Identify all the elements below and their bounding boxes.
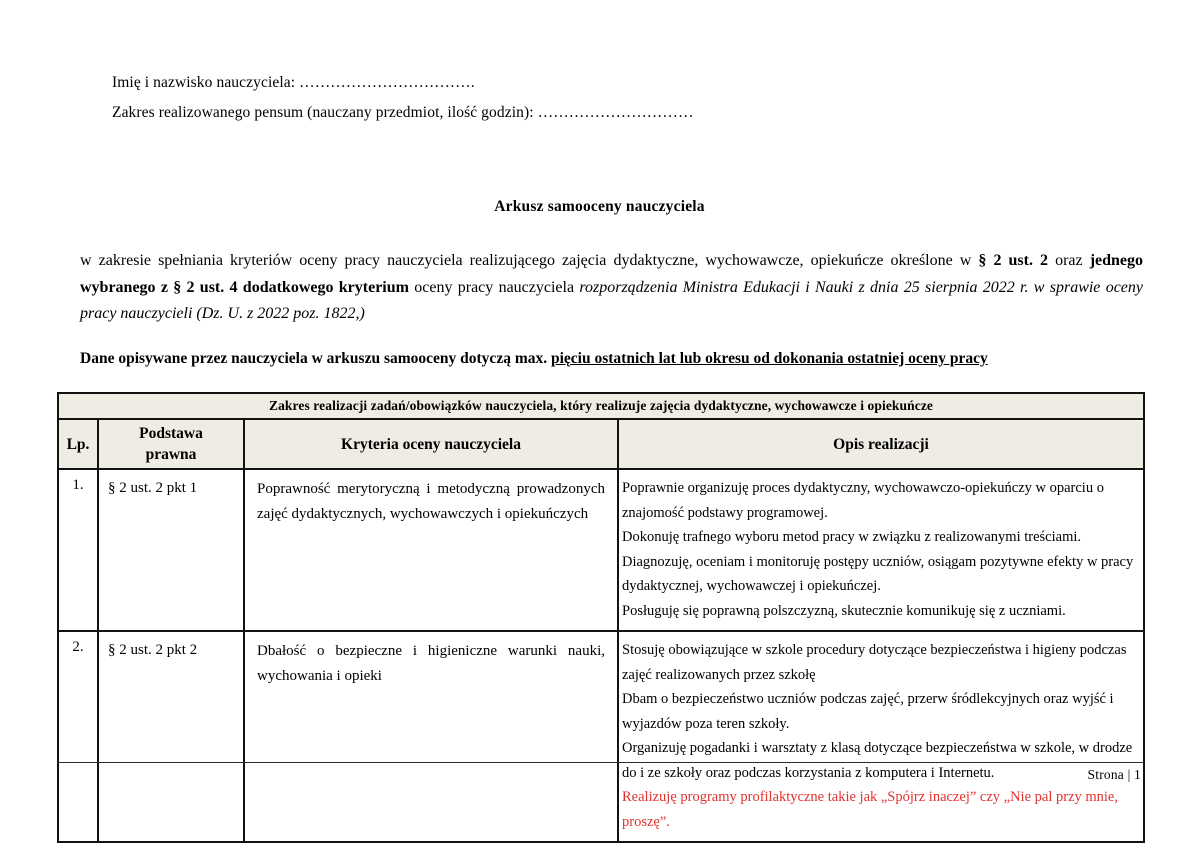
scope-notice [80, 347, 1143, 371]
teaching-load-line: Zakres realizowanego pensum (nauczany przedmiot, ilość godzin): ………………………… [112, 104, 694, 121]
table-row [58, 469, 1144, 631]
row-1-opis-line-2: Dokonuję trafnego wyboru metod pracy w związku z realizowanymi treściami. [622, 529, 1082, 545]
row-1-opis-line-1: Poprawnie organizuję proces dydaktyczny, wychowawczo-opiekuńczy w oparciu o znajomość podstawy programowej. [622, 480, 1104, 521]
intro-part-1: w zakresie spełniania kryteriów oceny pracy nauczyciela realizującego zajęcia dydaktyczne, wychowawcze, opiekuńcze określone w [80, 252, 979, 269]
row-2-podstawa: § 2 ust. 2 pkt 2 [98, 631, 244, 842]
column-header-podstawa-line1: Podstawa [139, 425, 203, 442]
column-header-opis: Opis realizacji [618, 419, 1144, 469]
notice-underlined-text: pięciu ostatnich lat lub okresu od dokonania ostatniej oceny pracy [550, 350, 988, 367]
row-2-opis-line-2: Dbam o bezpieczeństwo uczniów podczas zajęć, przerw śródlekcyjnych oraz wyjść i wyjazdów poza teren szkoły. [622, 691, 1114, 732]
row-2-lp: 2. [58, 631, 98, 842]
row-1-opis-line-4: Posługuję się poprawną polszczyzną, skutecznie komunikuję się z uczniami. [622, 602, 1066, 619]
table-column-header-row [58, 419, 1144, 469]
row-2-opis-line-4-highlighted: Realizuję programy profilaktyczne takie jak „Spójrz inaczej” czy „Nie pal przy mnie, proszę”. [622, 789, 1118, 830]
page-title: Arkusz samooceny nauczyciela [494, 198, 705, 215]
intro-bold-paragraph-ref: § 2 ust. 2 [978, 252, 1049, 269]
table-merged-header-row [58, 393, 1144, 419]
table-merged-header: Zakres realizacji zadań/obowiązków nauczyciela, który realizuje zajęcia dydaktyczne, wychowawcze i opiekuńcze [58, 393, 1144, 419]
intro-bold-criterion-ref: jednego wybranego z § 2 ust. 4 dodatkowego kryterium [80, 252, 1144, 296]
row-1-lp: 1. [58, 469, 98, 631]
page-number: Strona | 1 [1087, 767, 1141, 782]
row-2-opis-line-3: Organizuję pogadanki i warsztaty z klasą dotyczące bezpieczeństwa w szkole, w drodze do i ze szkoły oraz podczas korzystania z komputera i Internetu. [622, 740, 1133, 781]
intro-paragraph [80, 248, 1143, 328]
row-1-kryteria: Poprawność merytoryczną i metodyczną prowadzonych zajęć dydaktycznych, wychowawczych i opiekuńczych [244, 469, 618, 631]
column-header-podstawa-prawna [98, 419, 244, 469]
table-row [58, 631, 1144, 842]
row-1-podstawa: § 2 ust. 2 pkt 1 [98, 469, 244, 631]
notice-plain-text: Dane opisywane przez nauczyciela w arkuszu samooceny dotyczą max. [80, 350, 551, 367]
intro-part-3: oceny pracy nauczyciela [408, 278, 580, 296]
row-2-opis[interactable] [618, 631, 1144, 842]
page-footer [57, 762, 1143, 785]
intro-regulation-citation: rozporządzenia Ministra Edukacji i Nauki z dnia 25 sierpnia 2022 r. w sprawie oceny pracy nauczycieli (Dz. U. z 2022 poz. 1822,) [80, 278, 1144, 322]
identification-block [112, 68, 1112, 128]
row-2-kryteria: Dbałość o bezpieczne i higieniczne warunki nauki, wychowania i opieki [244, 631, 618, 842]
column-header-lp: Lp. [58, 419, 98, 469]
row-1-opis[interactable] [618, 469, 1144, 631]
teacher-name-line: Imię i nazwisko nauczyciela: ……………………………. [112, 74, 475, 91]
row-1-opis-line-3: Diagnozuję, oceniam i monitoruję postępy uczniów, osiągam pozytywne efekty w pracy dydaktycznej, wychowawczej i opiekuńczej. [622, 553, 1134, 594]
intro-part-2: oraz [1048, 252, 1090, 269]
column-header-kryteria: Kryteria oceny nauczyciela [244, 419, 618, 469]
column-header-podstawa-line2: prawna [145, 446, 197, 463]
row-2-opis-line-1: Stosuję obowiązujące w szkole procedury dotyczące bezpieczeństwa i higieny podczas zajęć realizowanych przez szkołę [622, 642, 1127, 683]
